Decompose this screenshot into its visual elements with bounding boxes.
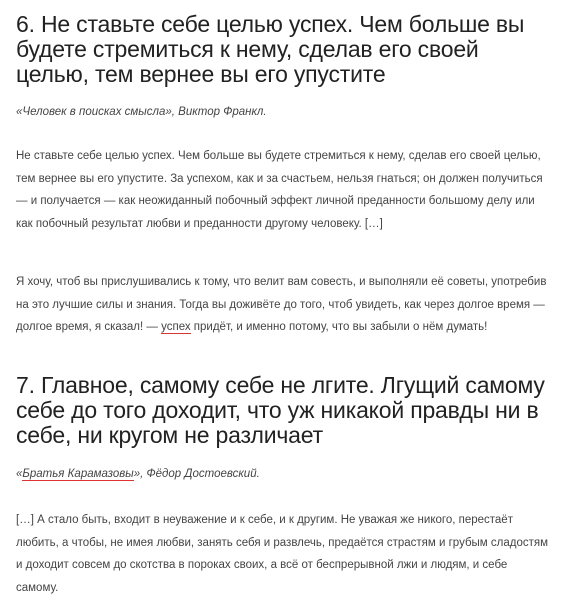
book-title-link[interactable]: Братья Карамазовы <box>22 468 134 480</box>
section-6-heading: 6. Не ставьте себе целью успех. Чем больше вы будете стремиться к нему, сделав его своей целью, тем вернее вы его упустите <box>16 11 525 87</box>
paragraph-2-text-start: Я хочу, чтоб вы прислушивались к тому, что велит вам совесть, и выполняли её советы, употребив на это лучшие силы и знания. Тогда вы доживёте до того, чтоб увидеть, как через долгое время — долгое время, я сказал! — <box>16 276 547 333</box>
section-6-paragraph-2 <box>16 271 552 339</box>
section-6-paragraph-1: Не ставьте себе целью успех. Чем больше вы будете стремиться к нему, сделав его своей целью, тем вернее вы его упустите. За успехом, как и за счастьем, нельзя гнаться; он должен получиться — и получается — как неожиданный побочный эффект личной преданности большому делу или как побочный результат любви и преданности другому человеку. […] <box>16 150 543 230</box>
section-7-source <box>16 466 552 482</box>
source-author: », Фёдор Достоевский. <box>133 468 260 480</box>
paragraph-2-text-end: придёт, и именно потому, что вы забыли о нём думать! <box>190 321 488 333</box>
section-7-heading: 7. Главное, самому себе не лгите. Лгущий самому себе до того доходит, что уж никакой правды ни в себе, ни кругом не различает <box>16 372 545 448</box>
source-open-quote: « <box>16 468 23 480</box>
section-7-paragraph-1: […] А стало быть, входит в неуважение и к себе, и к другим. Не уважая же никого, перестаёт любить, а чтобы, не имея любви, занять себя и развлечь, предаётся страстям и грубым сладостям и доходит совсем до скотства в пороках своих, а всё от беспрерывной лжи и людям, и себе самому. <box>16 514 549 594</box>
section-6-source: «Человек в поисках смысла», Виктор Франкл. <box>16 106 267 118</box>
success-link[interactable]: успех <box>161 321 191 333</box>
